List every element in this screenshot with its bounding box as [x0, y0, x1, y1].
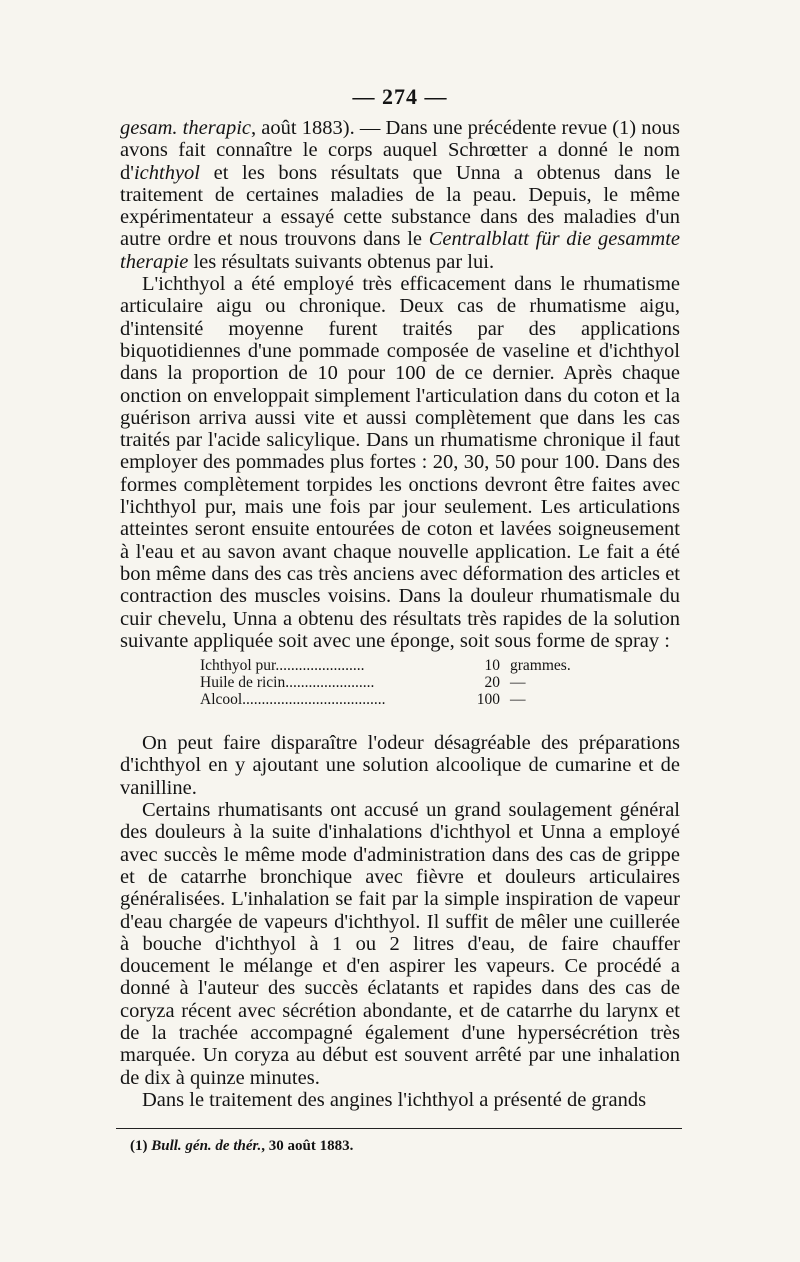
recipe-row [200, 691, 640, 708]
recipe-ingredient: Alcool..................................... [200, 691, 386, 709]
paragraph-2: L'ichthyol a été employé très efficacement dans le rhumatisme articulaire aigu ou chronique. Deux cas de rhumatisme aigu, d'intensité moyenne furent traités par des applications biquotidiennes d'une pommade composée de vaseline et d'ichthyol dans la proportion de 10 pour 100 de ce dernier. Après chaque onction on enveloppait simplement l'articulation dans du coton et la guérison arriva aussi vite et aussi complètement que dans les cas traités par l'acide salicylique. Dans un rhumatisme chronique il faut employer des pommades plus fortes : 20, 30, 50 pour 100. Dans des formes complètement torpides les onctions devront être faites avec l'ichthyol pur, mais une fois par jour seulement. Les articulations atteintes seront ensuite entourées de coton et lavées soigneusement à l'eau et au savon avant chaque nouvelle application. Le fait a été bon même dans des cas très anciens avec déformation des articles et contraction des muscles voisins. Dans la douleur rhumatismale du cuir chevelu, Unna a obtenu des résultats très rapides de la solution suivante appliquée soit avec une éponge, soit sous forme de spray : [120, 273, 680, 652]
recipe-quantity: 20 [484, 674, 500, 692]
recipe-unit: grammes. [510, 657, 571, 675]
recipe-table [200, 657, 640, 708]
paragraph-3: On peut faire disparaître l'odeur désagréable des préparations d'ichthyol en y ajoutant une solution alcoolique de cumarine et de vanilline. [120, 732, 680, 799]
paragraph-1-end: les résultats suivants obtenus par lui. [188, 250, 495, 273]
paragraph-1-lead-italic: gesam. therapic [120, 117, 251, 139]
paragraph-1 [120, 117, 680, 273]
footnote [130, 1138, 353, 1155]
footnote-marker: (1) [130, 1138, 148, 1154]
footnote-rule [116, 1128, 682, 1129]
paragraph-1-name-italic: ichthyol [133, 161, 200, 184]
paragraph-5: Dans le traitement des angines l'ichthyol a présenté de grands [142, 1088, 647, 1111]
recipe-quantity: 100 [476, 691, 500, 709]
footnote-date: , 30 août 1883. [261, 1138, 354, 1154]
recipe-quantity: 10 [484, 657, 500, 675]
paragraph-1-lead: , août 1883). — Dans une précédente revue (1) nous avons fait connaître le corps auquel Schrœtter a donné le nom d' [120, 117, 680, 184]
paragraph-1-journal-italic: Centralblatt für die gesammte therapie [120, 228, 680, 273]
footnote-source-italic: Bull. gén. de thér. [151, 1138, 262, 1154]
paragraph-4: Certains rhumatisants ont accusé un grand soulagement général des douleurs à la suite d'inhalations d'ichthyol et Unna a employé avec succès le même mode d'administration dans des cas de grippe et de catarrhe bronchique avec fièvre et douleurs articulaires généralisées. L'inhalation se fait par la simple inspiration de vapeur d'eau chargée de vapeurs d'ichthyol. Il suffit de mêler une cuillerée à bouche d'ichthyol à 1 ou 2 litres d'eau, de faire chauffer doucement le mélange et d'en aspirer les vapeurs. Ce procédé a donné à l'auteur des succès éclatants et rapides dans des cas de coryza récent avec sécrétion abondante, et de catarrhe du larynx et de la trachée accompagné également d'une hypersécrétion très marquée. Un coryza au début est souvent arrêté par une inhalation de dix à quinze minutes. [120, 799, 680, 1089]
recipe-unit: — [510, 674, 526, 692]
paragraph-1-middle: et les bons résultats que Unna a obtenus dans le traitement de certaines maladies de la peau. Depuis, le même expérimentateur a essayé cette substance dans des maladies d'un autre ordre et nous trouvons dans le [120, 161, 680, 251]
recipe-row [200, 657, 640, 674]
page-number: — 274 — [352, 84, 448, 109]
recipe-ingredient: Huile de ricin....................... [200, 674, 375, 692]
body-text [120, 117, 680, 1111]
recipe-row [200, 674, 640, 691]
recipe-unit: — [510, 691, 526, 709]
recipe-ingredient: Ichthyol pur....................... [200, 657, 365, 675]
